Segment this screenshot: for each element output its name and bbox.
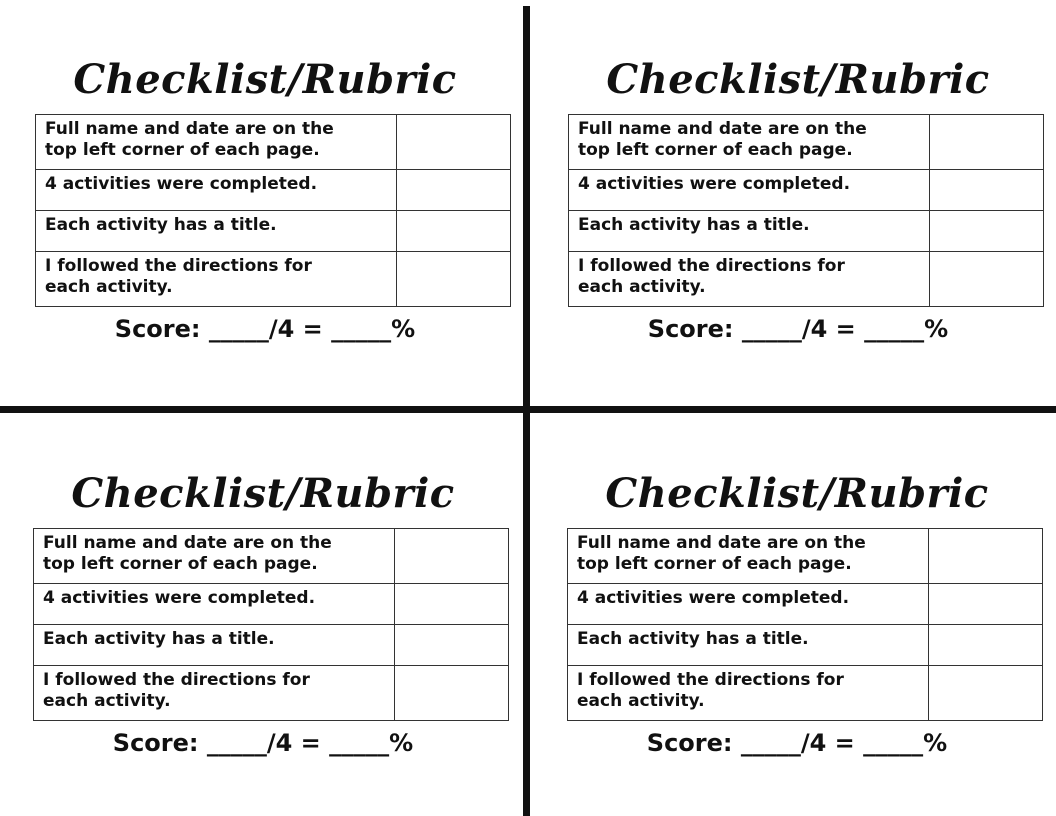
score-box	[930, 252, 1044, 307]
score-line: Score: _____/4 = _____%	[112, 729, 414, 757]
score-box	[397, 252, 511, 307]
rubric-table	[568, 114, 1044, 307]
card-title: Checklist/Rubric	[71, 470, 455, 517]
card-title: Checklist/Rubric	[605, 470, 989, 517]
rubric-row	[568, 584, 1043, 625]
score-box	[397, 170, 511, 211]
rubric-row	[569, 170, 1044, 211]
criterion-text: 4 activities were completed.	[569, 170, 930, 211]
criterion-text: Full name and date are on the top left corner of each page.	[36, 115, 397, 170]
score-box	[930, 170, 1044, 211]
rubric-row	[568, 625, 1043, 666]
rubric-table	[567, 528, 1043, 721]
rubric-row	[36, 252, 511, 307]
rubric-row	[34, 666, 509, 721]
criterion-text: Each activity has a title.	[569, 211, 930, 252]
criterion-text: I followed the directions for each activity.	[34, 666, 395, 721]
criterion-text: I followed the directions for each activity.	[36, 252, 397, 307]
rubric-row	[34, 625, 509, 666]
score-box	[395, 666, 509, 721]
rubric-row	[569, 211, 1044, 252]
criterion-text: Full name and date are on the top left corner of each page.	[569, 115, 930, 170]
rubric-row	[36, 211, 511, 252]
criterion-text: Each activity has a title.	[34, 625, 395, 666]
score-box	[395, 529, 509, 584]
score-box	[395, 584, 509, 625]
score-box	[929, 529, 1043, 584]
rubric-row	[568, 529, 1043, 584]
rubric-table	[35, 114, 511, 307]
rubric-row	[34, 529, 509, 584]
score-line: Score: _____/4 = _____%	[646, 729, 948, 757]
score-line: Score: _____/4 = _____%	[114, 315, 416, 343]
criterion-text: Each activity has a title.	[568, 625, 929, 666]
card-title: Checklist/Rubric	[606, 56, 990, 103]
rubric-row	[36, 170, 511, 211]
score-box	[929, 584, 1043, 625]
score-box	[397, 115, 511, 170]
criterion-text: Full name and date are on the top left corner of each page.	[568, 529, 929, 584]
criterion-text: 4 activities were completed.	[568, 584, 929, 625]
criterion-text: 4 activities were completed.	[34, 584, 395, 625]
score-box	[929, 666, 1043, 721]
score-box	[929, 625, 1043, 666]
criterion-text: I followed the directions for each activity.	[568, 666, 929, 721]
rubric-row	[36, 115, 511, 170]
score-box	[395, 625, 509, 666]
criterion-text: I followed the directions for each activity.	[569, 252, 930, 307]
rubric-row	[569, 252, 1044, 307]
score-line: Score: _____/4 = _____%	[647, 315, 949, 343]
rubric-table	[33, 528, 509, 721]
criterion-text: 4 activities were completed.	[36, 170, 397, 211]
card-title: Checklist/Rubric	[73, 56, 457, 103]
rubric-row	[568, 666, 1043, 721]
criterion-text: Each activity has a title.	[36, 211, 397, 252]
criterion-text: Full name and date are on the top left corner of each page.	[34, 529, 395, 584]
rubric-row	[34, 584, 509, 625]
score-box	[397, 211, 511, 252]
rubric-row	[569, 115, 1044, 170]
horizontal-cut-line	[0, 406, 1056, 413]
score-box	[930, 115, 1044, 170]
score-box	[930, 211, 1044, 252]
